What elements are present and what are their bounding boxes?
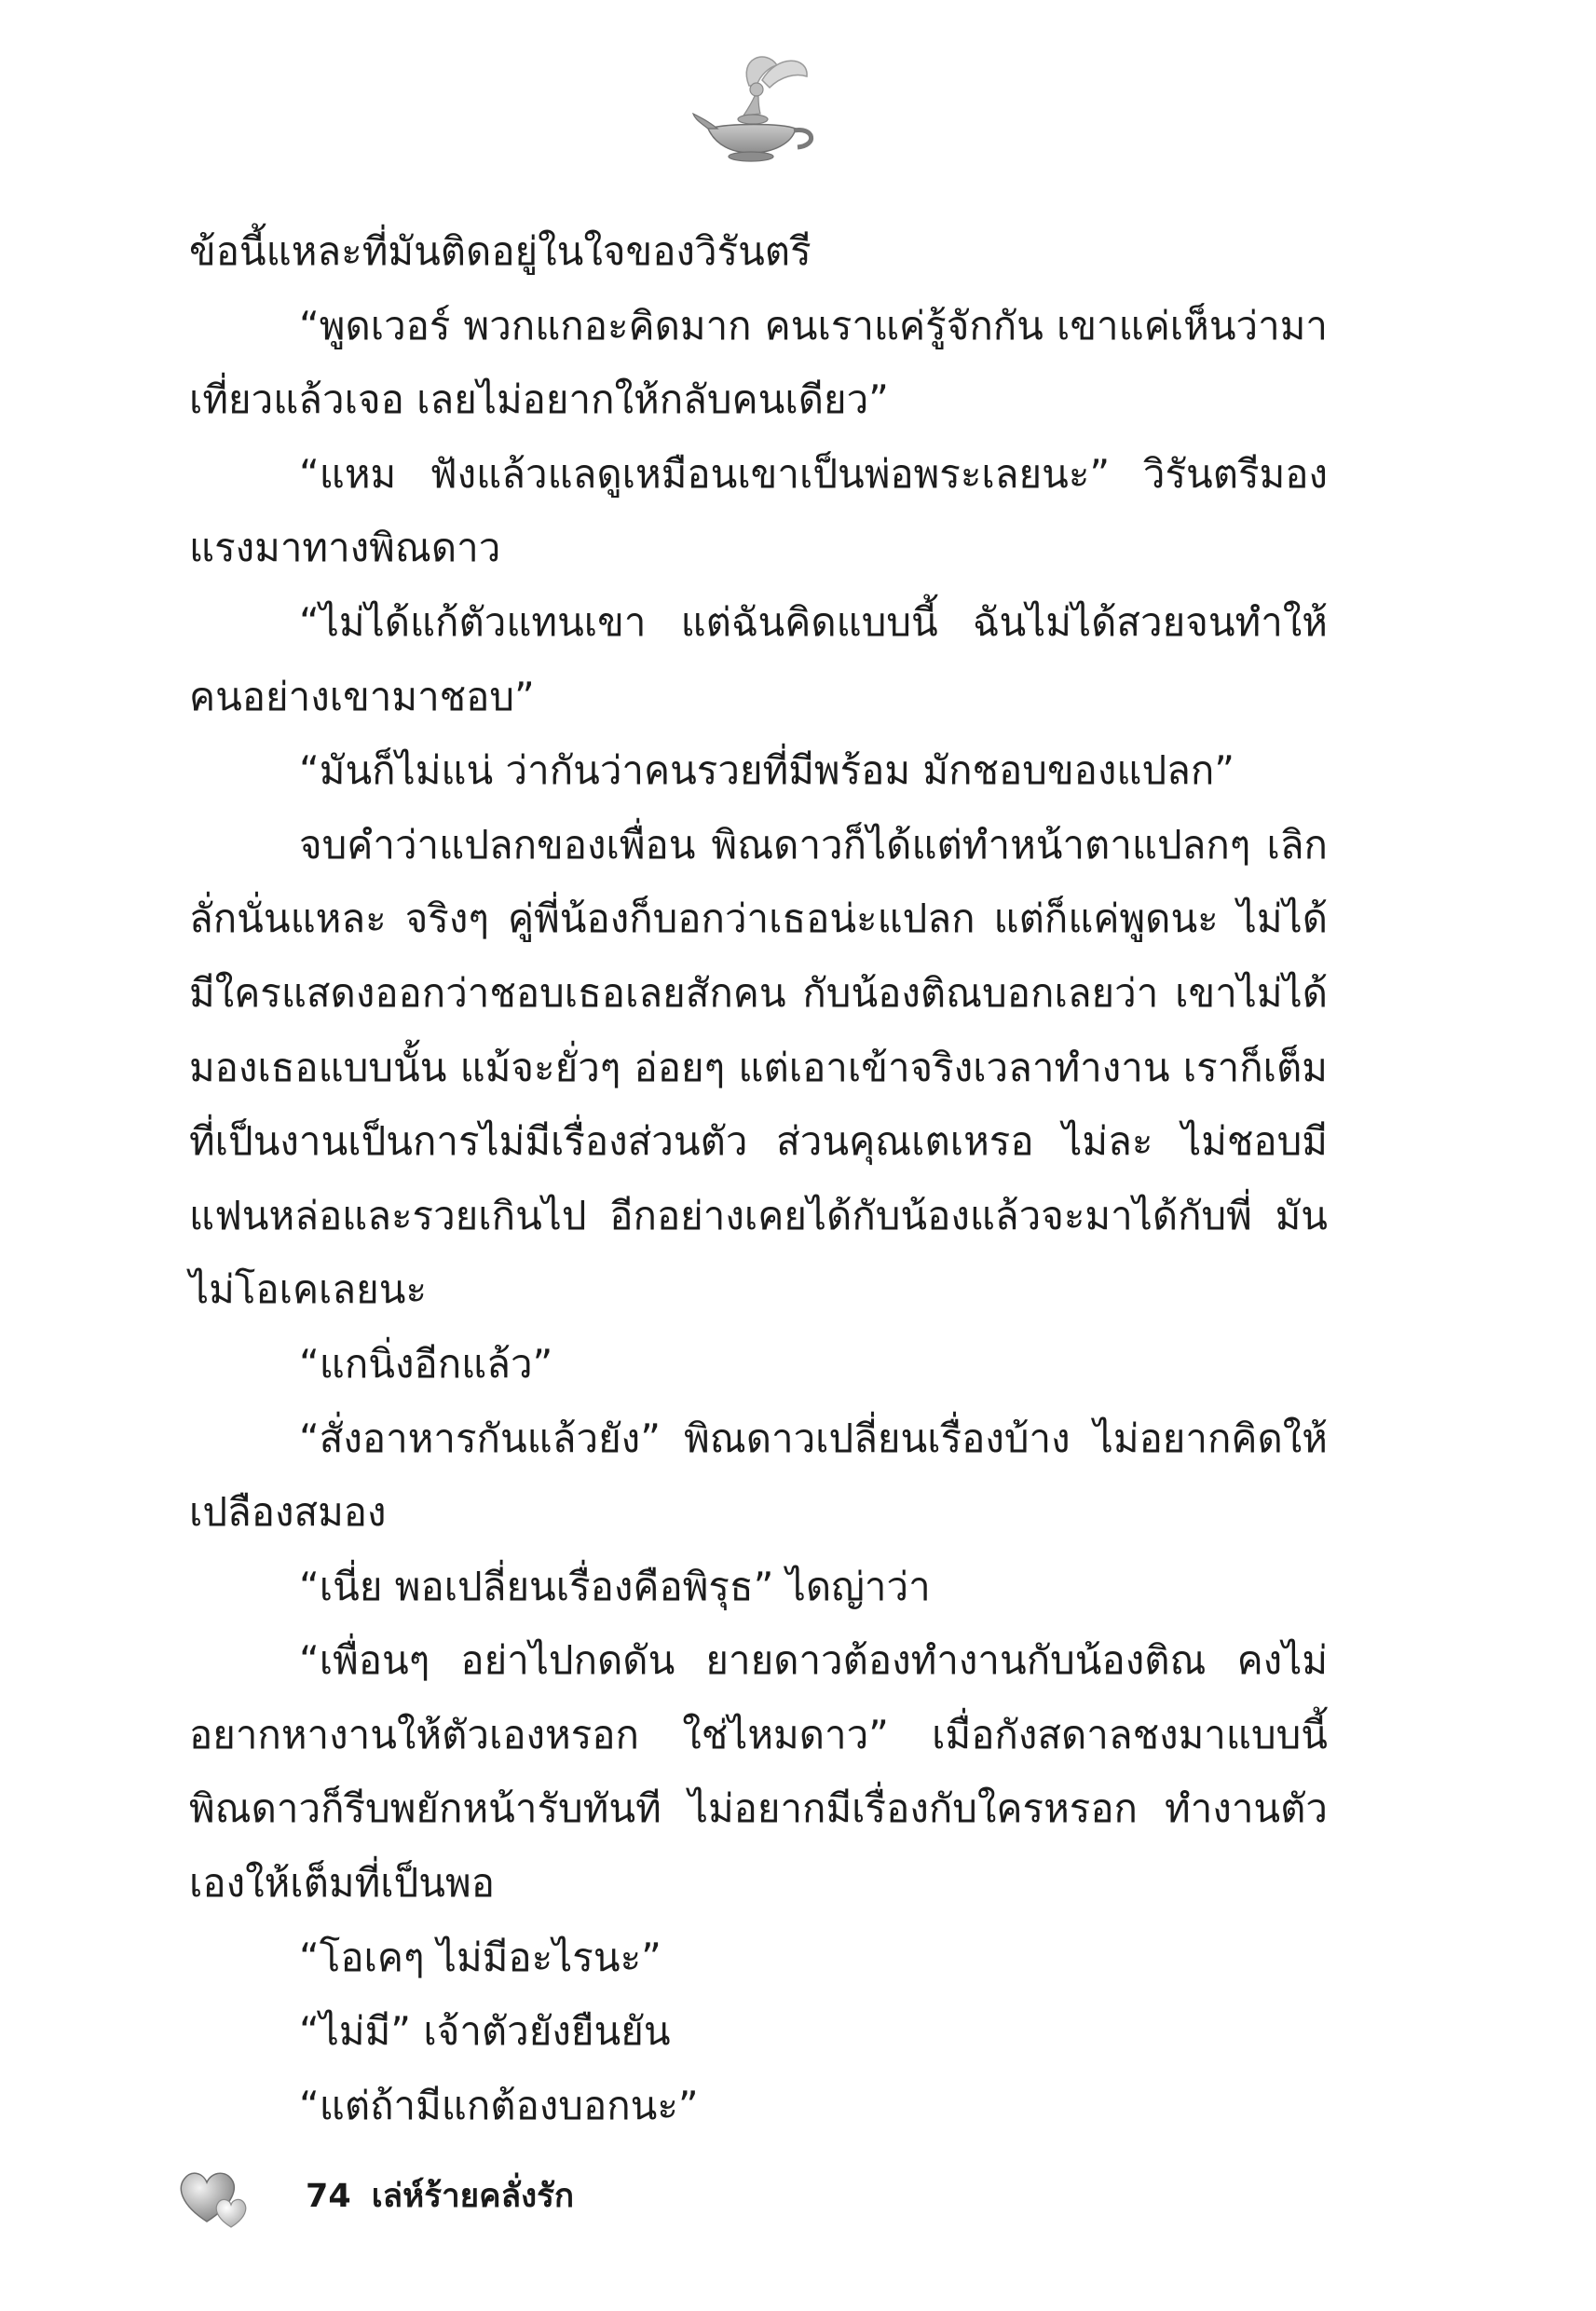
paragraph: จบคำว่าแปลกของเพื่อน พิณดาวก็ได้แต่ทำหน้าตาแปลกๆ เลิกลั่กนั่นแหละ จริงๆ คู่พี่น้องก็บอกว่าเธอน่ะแปลก แต่ก็แค่พูดนะ ไม่ได้มีใครแสดงออกว่าชอบเธอเลยสักคน กับน้องติณบอกเลยว่า เขาไม่ได้มองเธอแบบนั้น แม้จะยั่วๆ อ่อยๆ แต่เอาเข้าจริงเวลาทำงาน เราก็เต็มที่เป็นงานเป็นการไม่มีเรื่องส่วนตัว ส่วนคุณเตเหรอ ไม่ละ ไม่ชอบมีแฟนหล่อและรวยเกินไป อีกอย่างเคยได้กับน้องแล้วจะมาได้กับพี่ มันไม่โอเคเลยนะ: [189, 821, 1328, 1313]
footer-text: [306, 2173, 574, 2220]
paragraph: “มันก็ไม่แน่ ว่ากันว่าคนรวยที่มีพร้อม มักชอบของแปลก”: [299, 747, 1235, 794]
paragraph: “สั่งอาหารกันแล้วยัง” พิณดาวเปลี่ยนเรื่องบ้าง ไม่อยากคิดให้เปลืองสมอง: [189, 1415, 1328, 1536]
paragraph: “โอเคๆ ไม่มีอะไรนะ”: [299, 1934, 662, 1980]
paragraph: “แหม ฟังแล้วแลดูเหมือนเขาเป็นพ่อพระเลยนะ” วิรันตรีมองแรงมาทางพิณดาว: [189, 450, 1328, 571]
teapot-fairy-ornament-icon: [691, 48, 822, 170]
paragraph: “แต่ถ้ามีแกต้องบอกนะ”: [299, 2082, 699, 2128]
story-text: [189, 214, 1328, 2142]
page-footer: [173, 2160, 825, 2235]
paragraph: “ไม่มี” เจ้าตัวยังยืนยัน: [299, 2008, 671, 2055]
paragraph: “เนี่ย พอเปลี่ยนเรื่องคือพิรุธ” ไดญ่าว่า: [299, 1563, 931, 1609]
paragraph: ข้อนี้แหละที่มันติดอยู่ในใจของวิรันตรี: [189, 228, 812, 274]
hearts-icon: [173, 2160, 257, 2235]
paragraph: “แกนิ่งอีกแล้ว”: [299, 1340, 553, 1387]
paragraph: “พูดเวอร์ พวกแกอะคิดมาก คนเราแค่รู้จักกัน เขาแค่เห็นว่ามาเที่ยวแล้วเจอ เลยไม่อยากให้กลับคนเดียว”: [189, 302, 1328, 423]
book-title: เล่ห์ร้ายคลั่งรัก: [371, 2178, 575, 2215]
page-number: 74: [306, 2178, 351, 2215]
paragraph: “ไม่ได้แก้ตัวแทนเขา แต่ฉันคิดแบบนี้ ฉันไม่ได้สวยจนทำให้คนอย่างเขามาชอบ”: [189, 598, 1328, 719]
paragraph: “เพื่อนๆ อย่าไปกดดัน ยายดาวต้องทำงานกับน้องติณ คงไม่อยากหางานให้ตัวเองหรอก ใช่ไหมดาว” เมื่อกังสดาลชงมาแบบนี้ พิณดาวก็รีบพยักหน้ารับทันที ไม่อยากมีเรื่องกับใครหรอก ทำงานตัวเองให้เต็มที่เป็นพอ: [189, 1637, 1328, 1907]
